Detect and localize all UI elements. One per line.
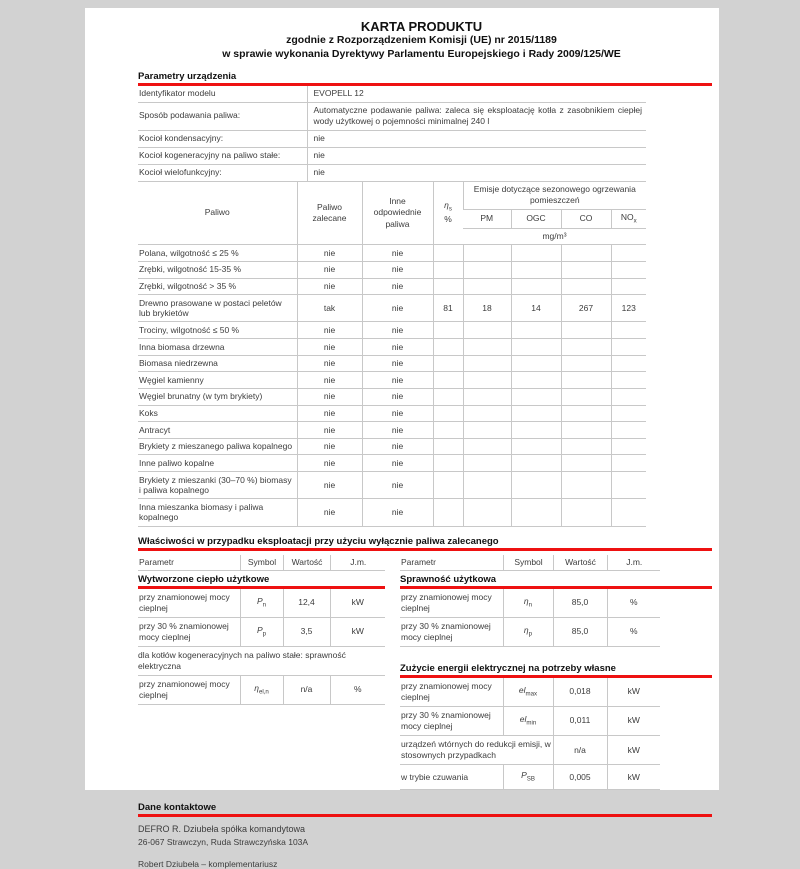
fuel-cell-eta [433, 405, 463, 422]
heat-output-table [138, 589, 385, 705]
fuel-cell-other: nie [362, 422, 433, 439]
param-col-header: Parametr [138, 555, 240, 571]
fuel-cell-recommended: nie [297, 405, 362, 422]
property-symbol: $P_{SB}$ [503, 765, 553, 790]
device-param-value: Automatyczne podawanie paliwa: zaleca się eksploatację kotła z zasobnikiem ciepłej wody użytkowej o pojemności minimalnej 240 l [307, 102, 646, 130]
fuel-cell-co [561, 422, 611, 439]
device-param-value: nie [307, 147, 646, 164]
property-label: w trybie czuwania [400, 765, 503, 790]
fuel-cell-ogc [511, 405, 561, 422]
fuel-cell-recommended: nie [297, 245, 362, 262]
fuel-cell-co [561, 261, 611, 278]
fuel-cell-eta [433, 322, 463, 339]
left-props-header [138, 555, 385, 571]
property-note: dla kotłów kogeneracyjnych na paliwo stałe: sprawność elektryczna [138, 646, 385, 675]
fuel-cell-pm [463, 355, 511, 372]
fuel-cell-recommended: nie [297, 261, 362, 278]
value-col-header: Wartość [283, 555, 330, 571]
fuel-cell-pm [463, 261, 511, 278]
property-unit: kW [607, 706, 660, 735]
fuel-cell-pm [463, 438, 511, 455]
section-rule [138, 548, 712, 551]
section-title-device-params: Parametry urządzenia [138, 70, 237, 82]
property-row [138, 617, 385, 646]
fuel-row [138, 245, 646, 262]
fuel-cell-fuel: Inne paliwo kopalne [138, 455, 297, 472]
property-symbol: $\eta_{el,n}$ [240, 675, 283, 704]
device-param-value: nie [307, 164, 646, 181]
device-params-body [138, 86, 646, 182]
fuel-table-header [138, 182, 646, 245]
property-unit: % [330, 675, 385, 704]
fuel-row [138, 339, 646, 356]
fuel-cell-fuel: Węgiel kamienny [138, 372, 297, 389]
device-param-label: Kocioł wielofunkcyjny: [138, 164, 307, 181]
fuel-row [138, 372, 646, 389]
fuel-row [138, 355, 646, 372]
fuel-cell-fuel: Inna biomasa drzewna [138, 339, 297, 356]
property-unit: kW [330, 617, 385, 646]
fuel-cell-pm [463, 388, 511, 405]
fuel-cell-other: nie [362, 405, 433, 422]
fuel-cell-nox [611, 322, 646, 339]
property-value: n/a [553, 735, 607, 764]
ogc-col-header: OGC [511, 209, 561, 228]
property-label: przy znamionowej mocy cieplnej [138, 589, 240, 618]
page-subtitle-1: zgodnie z Rozporządzeniem Komisji (UE) nr 2015/1189 [286, 34, 557, 46]
fuel-cell-fuel: Antracyt [138, 422, 297, 439]
device-params-table [138, 86, 646, 182]
device-param-row [138, 86, 646, 103]
unit-col-header: J.m. [330, 555, 385, 571]
fuel-cell-ogc [511, 455, 561, 472]
symbol-col-header: Symbol [503, 555, 553, 571]
property-unit: kW [607, 765, 660, 790]
property-symbol: $el_{min}$ [503, 706, 553, 735]
fuel-row [138, 388, 646, 405]
fuel-row [138, 455, 646, 472]
section-rule [138, 814, 712, 817]
subsection-title-heat-output: Wytworzone ciepło użytkowe [138, 573, 270, 585]
emissions-group-header: Emisje dotyczące sezonowego ogrzewania pomieszczeń [463, 182, 646, 209]
fuel-cell-other: nie [362, 499, 433, 526]
fuel-cell-recommended: nie [297, 455, 362, 472]
power-consumption-table [400, 678, 660, 790]
device-param-row [138, 130, 646, 147]
property-row [138, 646, 385, 675]
fuel-cell-recommended: nie [297, 422, 362, 439]
fuel-cell-ogc [511, 322, 561, 339]
fuel-cell-pm [463, 472, 511, 499]
fuel-cell-co [561, 388, 611, 405]
fuel-row [138, 438, 646, 455]
property-row [138, 589, 385, 618]
fuel-cell-other: nie [362, 339, 433, 356]
property-row [400, 735, 660, 764]
fuel-row [138, 472, 646, 499]
properties-left-column [138, 555, 385, 790]
page-subtitle-2: w sprawie wykonania Dyrektywy Parlamentu Europejskiego i Rady 2009/125/WE [222, 47, 621, 60]
unit-col-header: J.m. [607, 555, 660, 571]
property-unit: % [607, 589, 660, 618]
fuel-cell-ogc [511, 388, 561, 405]
fuel-cell-nox [611, 472, 646, 499]
fuel-row [138, 295, 646, 322]
nox-col-header: $NO_x$ [611, 209, 646, 228]
fuel-cell-recommended: nie [297, 438, 362, 455]
fuel-cell-eta [433, 372, 463, 389]
fuel-cell-ogc [511, 339, 561, 356]
fuel-cell-recommended: nie [297, 372, 362, 389]
property-label: przy 30 % znamionowej mocy cieplnej [138, 617, 240, 646]
spacer [400, 647, 712, 660]
fuel-cell-recommended: nie [297, 278, 362, 295]
fuel-cell-pm [463, 372, 511, 389]
property-unit: kW [607, 678, 660, 707]
fuel-cell-co [561, 405, 611, 422]
recommended-col-header: Paliwo zalecane [297, 182, 362, 245]
fuel-cell-pm [463, 245, 511, 262]
fuel-cell-ogc [511, 472, 561, 499]
fuel-cell-other: nie [362, 372, 433, 389]
fuel-cell-other: nie [362, 438, 433, 455]
property-row [400, 617, 660, 646]
fuel-cell-pm [463, 322, 511, 339]
property-value: n/a [283, 675, 330, 704]
fuel-table-body [138, 245, 646, 526]
property-unit: kW [607, 735, 660, 764]
property-unit: % [607, 617, 660, 646]
other-fuels-col-header: Inne odpowiednie paliwa [362, 182, 433, 245]
fuel-row [138, 261, 646, 278]
fuel-cell-fuel: Brykiety z mieszanki (30–70 %) biomasy i paliwa kopalnego [138, 472, 297, 499]
fuel-cell-fuel: Węgiel brunatny (w tym brykiety) [138, 388, 297, 405]
fuel-cell-nox [611, 438, 646, 455]
fuel-cell-co [561, 339, 611, 356]
property-label: przy znamionowej mocy cieplnej [138, 675, 240, 704]
property-label: przy znamionowej mocy cieplnej [400, 678, 503, 707]
fuel-cell-other: nie [362, 472, 433, 499]
pm-col-header: PM [463, 209, 511, 228]
property-symbol: $P_p$ [240, 617, 283, 646]
fuel-cell-other: nie [362, 261, 433, 278]
emissions-unit-header: mg/m³ [463, 228, 646, 244]
fuel-cell-pm: 18 [463, 295, 511, 322]
fuel-cell-co [561, 322, 611, 339]
fuel-row [138, 499, 646, 526]
property-row [400, 765, 660, 790]
fuel-cell-nox [611, 405, 646, 422]
fuel-cell-eta [433, 278, 463, 295]
fuel-cell-ogc [511, 355, 561, 372]
fuel-cell-nox [611, 355, 646, 372]
fuel-cell-pm [463, 422, 511, 439]
property-value: 12,4 [283, 589, 330, 618]
efficiency-table [400, 589, 660, 647]
fuel-cell-pm [463, 405, 511, 422]
symbol-col-header: Symbol [240, 555, 283, 571]
fuel-cell-ogc [511, 278, 561, 295]
fuel-table [138, 182, 646, 527]
fuel-cell-pm [463, 499, 511, 526]
fuel-cell-ogc [511, 499, 561, 526]
property-symbol: $\eta_n$ [503, 589, 553, 618]
properties-right-column [400, 555, 712, 790]
document-page [85, 8, 719, 869]
section-title-contact: Dane kontaktowe [138, 802, 217, 814]
fuel-cell-recommended: nie [297, 499, 362, 526]
property-value: 0,005 [553, 765, 607, 790]
fuel-cell-ogc [511, 261, 561, 278]
property-row [400, 589, 660, 618]
fuel-cell-nox [611, 339, 646, 356]
fuel-cell-nox [611, 261, 646, 278]
fuel-cell-other: nie [362, 388, 433, 405]
fuel-cell-recommended: nie [297, 355, 362, 372]
fuel-cell-eta [433, 388, 463, 405]
fuel-cell-fuel: Drewno prasowane w postaci peletów lub brykietów [138, 295, 297, 322]
device-param-label: Identyfikator modelu [138, 86, 307, 103]
fuel-cell-eta: 81 [433, 295, 463, 322]
fuel-cell-nox [611, 388, 646, 405]
fuel-cell-eta [433, 355, 463, 372]
device-param-label: Kocioł kondensacyjny: [138, 130, 307, 147]
property-label: przy znamionowej mocy cieplnej [400, 589, 503, 618]
device-param-value: EVOPELL 12 [307, 86, 646, 103]
contact-address: 26-067 Strawczyn, Ruda Strawczyńska 103A [138, 837, 309, 848]
property-value: 85,0 [553, 617, 607, 646]
fuel-cell-ogc: 14 [511, 295, 561, 322]
fuel-cell-nox [611, 499, 646, 526]
property-value: 0,011 [553, 706, 607, 735]
fuel-cell-co [561, 455, 611, 472]
fuel-cell-co [561, 438, 611, 455]
fuel-cell-co [561, 355, 611, 372]
fuel-cell-recommended: nie [297, 322, 362, 339]
fuel-cell-fuel: Inna mieszanka biomasy i paliwa kopalnego [138, 499, 297, 526]
fuel-cell-recommended: tak [297, 295, 362, 322]
fuel-cell-co [561, 499, 611, 526]
fuel-cell-pm [463, 339, 511, 356]
property-symbol: $P_n$ [240, 589, 283, 618]
contact-person: Robert Dziubeła – komplementariusz [138, 859, 278, 869]
property-value: 0,018 [553, 678, 607, 707]
property-row [138, 675, 385, 704]
property-label: urządzeń wtórnych do redukcji emisji, w stosownych przypadkach [400, 735, 553, 764]
property-symbol: $\eta_p$ [503, 617, 553, 646]
fuel-cell-nox [611, 422, 646, 439]
page-title: KARTA PRODUKTU [360, 19, 483, 34]
fuel-cell-other: nie [362, 322, 433, 339]
fuel-cell-fuel: Zrębki, wilgotność > 35 % [138, 278, 297, 295]
fuel-cell-nox [611, 372, 646, 389]
fuel-cell-ogc [511, 245, 561, 262]
fuel-cell-eta [433, 499, 463, 526]
contact-company: DEFRO R. Dziubeła spółka komandytowa [138, 824, 306, 835]
fuel-cell-eta [433, 455, 463, 472]
property-row [400, 706, 660, 735]
properties-columns [138, 555, 705, 790]
device-param-label: Sposób podawania paliwa: [138, 102, 307, 130]
fuel-cell-fuel: Trociny, wilgotność ≤ 50 % [138, 322, 297, 339]
property-row [400, 678, 660, 707]
property-value: 3,5 [283, 617, 330, 646]
fuel-row [138, 322, 646, 339]
fuel-cell-co [561, 245, 611, 262]
right-props-header [400, 555, 660, 571]
property-label: przy 30 % znamionowej mocy cieplnej [400, 617, 503, 646]
subsection-title-efficiency: Sprawność użytkowa [400, 573, 497, 585]
property-label: przy 30 % znamionowej mocy cieplnej [400, 706, 503, 735]
value-col-header: Wartość [553, 555, 607, 571]
fuel-cell-pm [463, 278, 511, 295]
fuel-cell-fuel: Brykiety z mieszanego paliwa kopalnego [138, 438, 297, 455]
device-param-label: Kocioł kogeneracyjny na paliwo stałe: [138, 147, 307, 164]
fuel-cell-eta [433, 438, 463, 455]
fuel-cell-other: nie [362, 278, 433, 295]
property-symbol: $el_{max}$ [503, 678, 553, 707]
fuel-row [138, 405, 646, 422]
fuel-cell-eta [433, 261, 463, 278]
device-param-row [138, 147, 646, 164]
fuel-cell-other: nie [362, 295, 433, 322]
fuel-cell-fuel: Koks [138, 405, 297, 422]
fuel-row [138, 422, 646, 439]
fuel-cell-other: nie [362, 245, 433, 262]
fuel-cell-other: nie [362, 355, 433, 372]
fuel-cell-co: 267 [561, 295, 611, 322]
property-value: 85,0 [553, 589, 607, 618]
fuel-cell-recommended: nie [297, 339, 362, 356]
fuel-cell-nox: 123 [611, 295, 646, 322]
fuel-cell-pm [463, 455, 511, 472]
fuel-cell-fuel: Biomasa niedrzewna [138, 355, 297, 372]
param-col-header: Parametr [400, 555, 503, 571]
fuel-col-header: Paliwo [204, 207, 230, 218]
fuel-cell-co [561, 472, 611, 499]
fuel-cell-nox [611, 455, 646, 472]
fuel-cell-nox [611, 245, 646, 262]
fuel-cell-ogc [511, 438, 561, 455]
fuel-cell-fuel: Polana, wilgotność ≤ 25 % [138, 245, 297, 262]
fuel-row [138, 278, 646, 295]
fuel-cell-fuel: Zrębki, wilgotność 15-35 % [138, 261, 297, 278]
fuel-cell-co [561, 372, 611, 389]
property-unit: kW [330, 589, 385, 618]
fuel-cell-eta [433, 472, 463, 499]
eta-col-header: $\eta_s$ % [433, 182, 463, 245]
fuel-cell-eta [433, 339, 463, 356]
fuel-cell-other: nie [362, 455, 433, 472]
device-param-row [138, 102, 646, 130]
device-param-value: nie [307, 130, 646, 147]
fuel-cell-ogc [511, 422, 561, 439]
section-title-properties: Właściwości w przypadku eksploatacji przy użyciu wyłącznie paliwa zalecanego [138, 535, 499, 547]
device-param-row [138, 164, 646, 181]
co-col-header: CO [561, 209, 611, 228]
fuel-cell-nox [611, 278, 646, 295]
fuel-cell-eta [433, 422, 463, 439]
fuel-cell-ogc [511, 372, 561, 389]
fuel-cell-recommended: nie [297, 388, 362, 405]
subsection-title-power-consumption: Zużycie energii elektrycznej na potrzeby własne [400, 662, 616, 674]
fuel-cell-recommended: nie [297, 472, 362, 499]
fuel-cell-eta [433, 245, 463, 262]
fuel-cell-co [561, 278, 611, 295]
